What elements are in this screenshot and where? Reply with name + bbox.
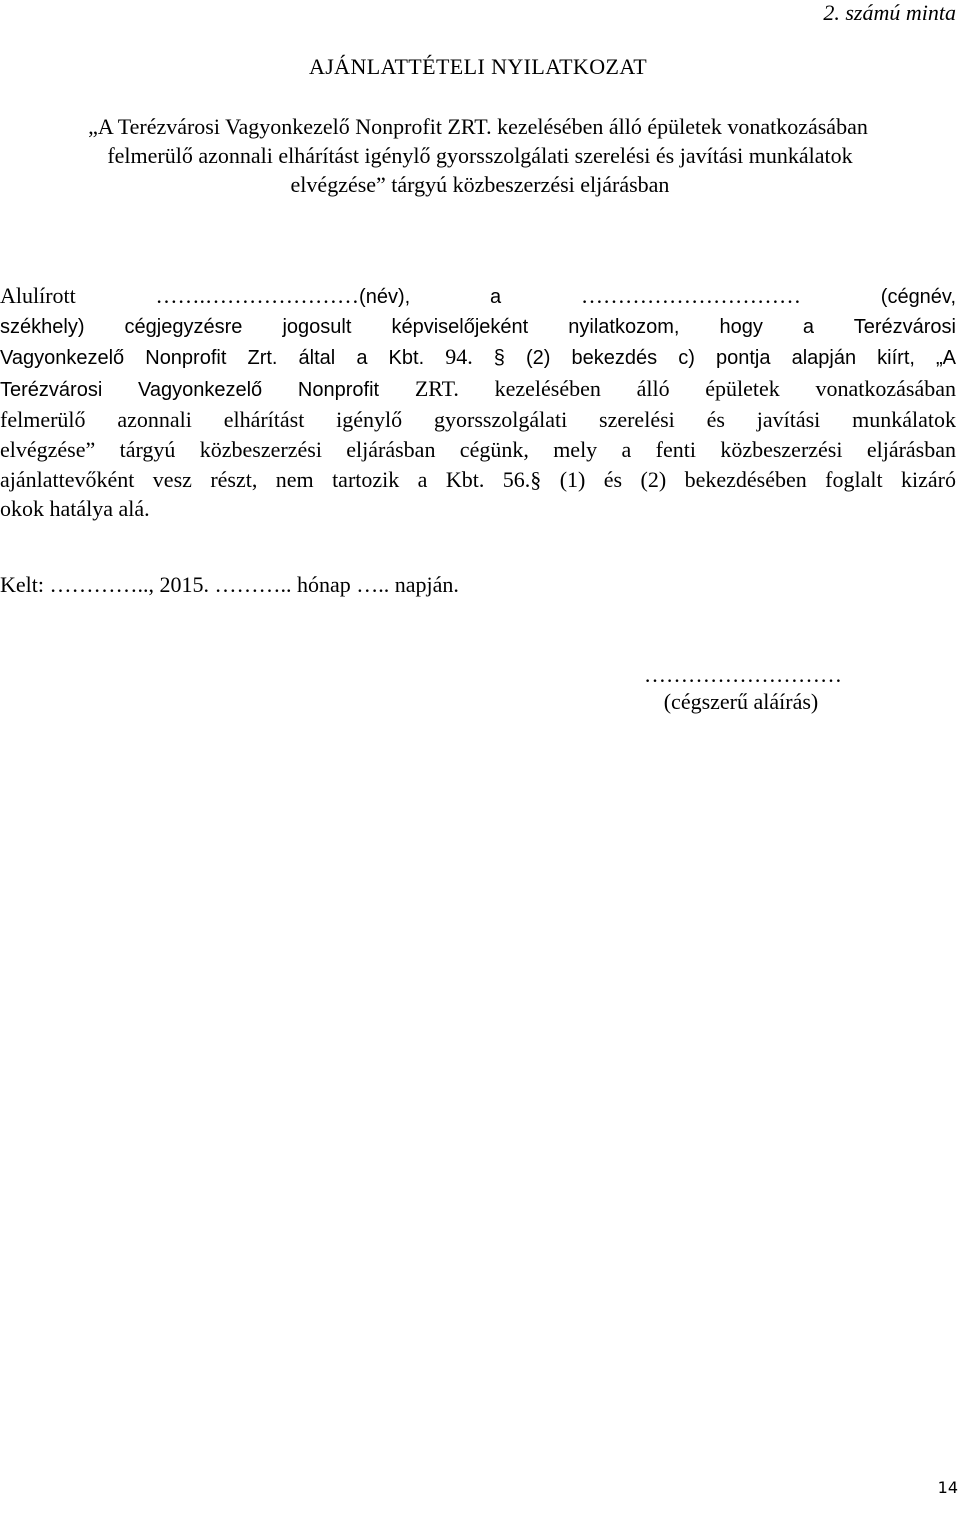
zrt-abbreviation: ZRT. xyxy=(414,375,459,401)
declaration-line-3 xyxy=(0,342,956,374)
declaration-line-4 xyxy=(0,374,956,406)
declaration-line-2: székhely) cégjegyzésre jogosult képviselőjeként nyilatkozom, hogy a Terézvárosi xyxy=(0,315,956,338)
declaration-line-7-rest: § (1) és (2) bekezdésében foglalt kizáró xyxy=(530,466,956,492)
page-number: 14 xyxy=(937,1478,958,1497)
name-blank: …….………………… xyxy=(155,283,360,308)
section-number-56: 56. xyxy=(502,466,531,492)
declaration-line-6: elvégzése” tárgyú közbeszerzési eljárásban cégünk, mely a fenti közbeszerzési eljárásban xyxy=(0,436,956,462)
subject-line-3: elvégzése” tárgyú közbeszerzési eljárásban xyxy=(290,172,670,197)
date-line: Kelt: ………….., 2015. ……….. hónap ….. napján. xyxy=(0,572,459,597)
signature-caption: (cégszerű aláírás) xyxy=(663,689,819,714)
declaration-line-5: felmerülő azonnali elhárítást igénylő gyorsszolgálati szerelési és javítási munkálatok xyxy=(0,407,956,433)
subject-line-2: felmerülő azonnali elhárítást igénylő gyorsszolgálati szerelési és javítási munkálatok xyxy=(107,143,853,168)
company-blank: ………………………… xyxy=(580,283,801,308)
subject-line-1: „A Terézvárosi Vagyonkezelő Nonprofit ZRT. kezelésében álló épületek vonatkozásában xyxy=(88,114,868,139)
company-label: (cégnév, xyxy=(800,286,957,308)
declaration-line-7-text: ajánlattevőként vesz részt, nem tartozik a Kbt. xyxy=(0,466,503,492)
declaration-line-4-text: Terézvárosi Vagyonkezelő Nonprofit xyxy=(0,378,415,401)
alulirott-label: Alulírott xyxy=(0,283,156,308)
declaration-line-7 xyxy=(0,465,956,495)
name-label: (név), a xyxy=(359,286,581,308)
declaration-line-3-text: Vagyonkezelő Nonprofit Zrt. által a Kbt. xyxy=(0,347,446,370)
document-title: AJÁNLATTÉTELI NYILATKOZAT xyxy=(308,54,648,79)
sample-label: 2. számú minta xyxy=(823,0,956,25)
declaration-line-1 xyxy=(0,281,956,313)
declaration-paragraph xyxy=(0,281,956,524)
signature-block xyxy=(570,661,916,715)
declaration-line-8: okok hatálya alá. xyxy=(0,496,150,522)
procurement-subject xyxy=(0,112,960,199)
declaration-line-3-rest: § (2) bekezdés c) pontja alapján kiírt, „A xyxy=(472,347,957,370)
declaration-line-4-rest: kezelésében álló épületek vonatkozásában xyxy=(458,375,956,401)
signature-dots: ……………………… xyxy=(644,662,842,687)
section-number-94: 94. xyxy=(445,344,473,370)
